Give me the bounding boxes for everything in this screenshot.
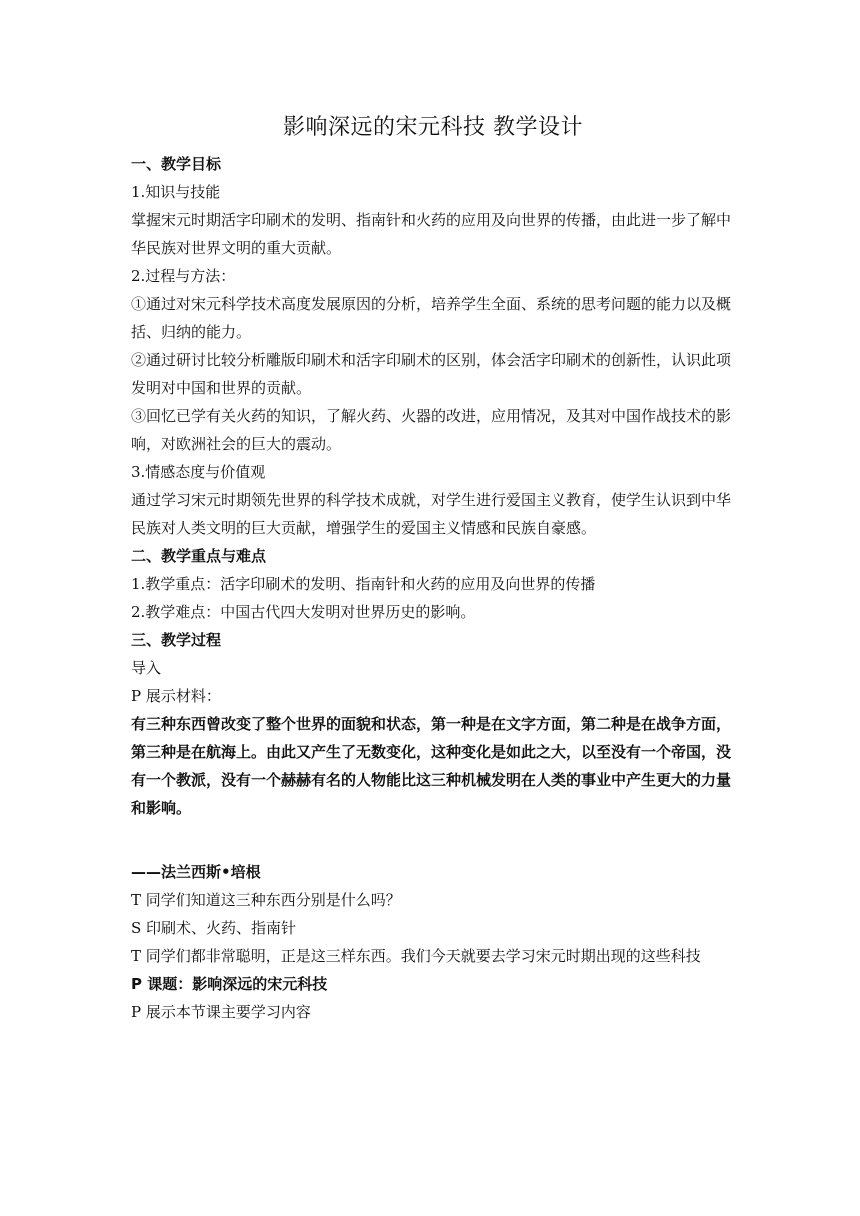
dialogue-teacher-question: T 同学们知道这三种东西分别是什么吗？ — [131, 891, 401, 909]
quote-block: 有三种东西曾改变了整个世界的面貌和状态，第一种是在文字方面，第二种是在战争方面，第三种是在航海上。由此又产生了无数变化，这种变化是如此之大，以至没有一个帝国，没有一个教派，没有一个赫赫有名的人物能比这三种机械发明在人类的事业中产生更大的力量和影响。 — [131, 715, 732, 817]
paragraph-show-material: P 展示材料： — [131, 687, 221, 705]
section-heading-process: 三、教学过程 — [131, 631, 222, 649]
paragraph-method-1: ①通过对宋元科学技术高度发展原因的分析，培养学生全面、系统的思考问题的能力以及概括、归纳的能力。 — [131, 295, 732, 341]
dialogue-teacher-response: T 同学们都非常聪明，正是这三样东西。我们今天就要去学习宋元时期出现的这些科技 — [131, 947, 701, 965]
section-heading-key-points: 二、教学重点与难点 — [131, 547, 267, 565]
paragraph-lesson-topic: P 课题：影响深远的宋元科技 — [131, 975, 328, 993]
paragraph-difficult-point: 2.教学难点：中国古代四大发明对世界历史的影响。 — [131, 603, 476, 621]
subheading-process-methods: 2.过程与方法： — [131, 267, 236, 285]
subheading-emotion-values: 3.情感态度与价值观 — [131, 463, 266, 481]
blank-line — [131, 822, 731, 858]
paragraph-method-3: ③回忆已学有关火药的知识，了解火药、火器的改进，应用情况，及其对中国作战技术的影响，对欧洲社会的巨大的震动。 — [131, 407, 732, 453]
subheading-knowledge-skills: 1.知识与技能 — [131, 183, 221, 201]
paragraph-key-point: 1.教学重点：活字印刷术的发明、指南针和火药的应用及向世界的传播 — [131, 575, 596, 593]
dialogue-student-answer: S 印刷术、火药、指南针 — [131, 919, 297, 937]
paragraph-lesson-content: P 展示本节课主要学习内容 — [131, 1003, 311, 1021]
document-page — [131, 108, 731, 1026]
quote-attribution: ——法兰西斯•培根 — [131, 863, 261, 881]
paragraph-method-2: ②通过研讨比较分析雕版印刷术和活字印刷术的区别，体会活字印刷术的创新性，认识此项发明对中国和世界的贡献。 — [131, 351, 732, 397]
document-title: 影响深远的宋元科技 教学设计 — [283, 115, 583, 140]
paragraph-emotion-values: 通过学习宋元时期领先世界的科学技术成就，对学生进行爱国主义教育，使学生认识到中华民族对人类文明的巨大贡献，增强学生的爱国主义情感和民族自豪感。 — [131, 491, 732, 537]
section-heading-objectives: 一、教学目标 — [131, 155, 222, 173]
paragraph-intro: 导入 — [131, 659, 162, 677]
paragraph-knowledge-skills: 掌握宋元时期活字印刷术的发明、指南针和火药的应用及向世界的传播，由此进一步了解中华民族对世界文明的重大贡献。 — [131, 211, 732, 257]
